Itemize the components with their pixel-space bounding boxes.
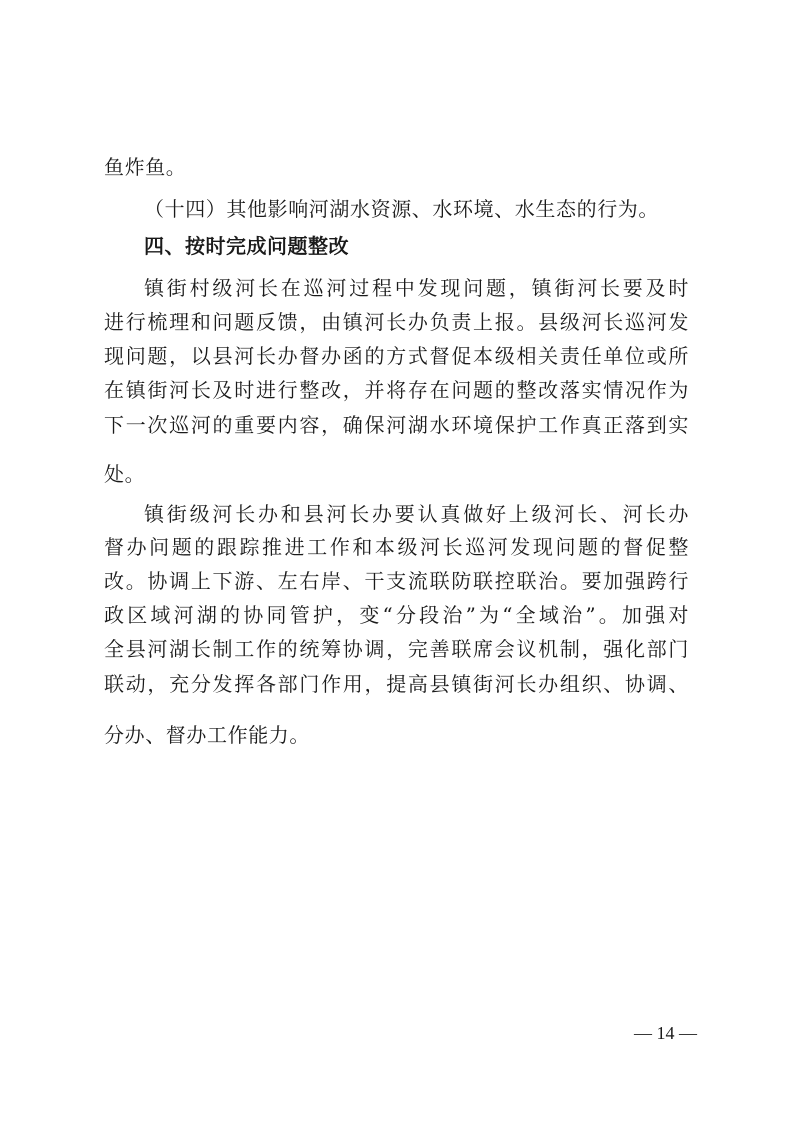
paragraph-2-line: 分办、督办工作能力。 <box>104 723 310 747</box>
paragraph-1-line: 下一次巡河的重要内容，确保河湖水环境保护工作真正落到实 <box>104 413 689 437</box>
list-item-fourteen: （十四）其他影响河湖水资源、水环境、水生态的行为。 <box>144 197 659 221</box>
paragraph-1-line: 处。 <box>104 462 146 486</box>
page-number: — 14 — <box>634 1023 697 1043</box>
section-heading: 四、按时完成问题整改 <box>144 234 349 258</box>
paragraph-2-line: 改。协调上下游、左右岸、干支流联防联控联治。要加强跨行 <box>104 569 689 593</box>
paragraph-2-line: 全县河湖长制工作的统筹协调，完善联席会议机制，强化部门 <box>104 637 689 661</box>
paragraph-2-line: 督办问题的跟踪推进工作和本级河长巡河发现问题的督促整 <box>104 535 689 559</box>
text-line-fish: 鱼炸鱼。 <box>104 155 187 179</box>
paragraph-2-line: 政区域河湖的协同管护，变“分段治”为“全域治”。加强对 <box>104 603 689 627</box>
paragraph-1-line: 进行梳理和问题反馈，由镇河长办负责上报。县级河长巡河发 <box>104 310 689 334</box>
paragraph-2-line: 镇街级河长办和县河长办要认真做好上级河长、河长办 <box>144 502 689 526</box>
paragraph-1-line: 镇街村级河长在巡河过程中发现问题，镇街河长要及时 <box>144 276 689 300</box>
paragraph-1-line: 在镇街河长及时进行整改，并将存在问题的整改落实情况作为 <box>104 378 689 402</box>
paragraph-1-line: 现问题，以县河长办督办函的方式督促本级相关责任单位或所 <box>104 344 689 368</box>
paragraph-2-line: 联动，充分发挥各部门作用，提高县镇街河长办组织、协调、 <box>104 672 689 696</box>
